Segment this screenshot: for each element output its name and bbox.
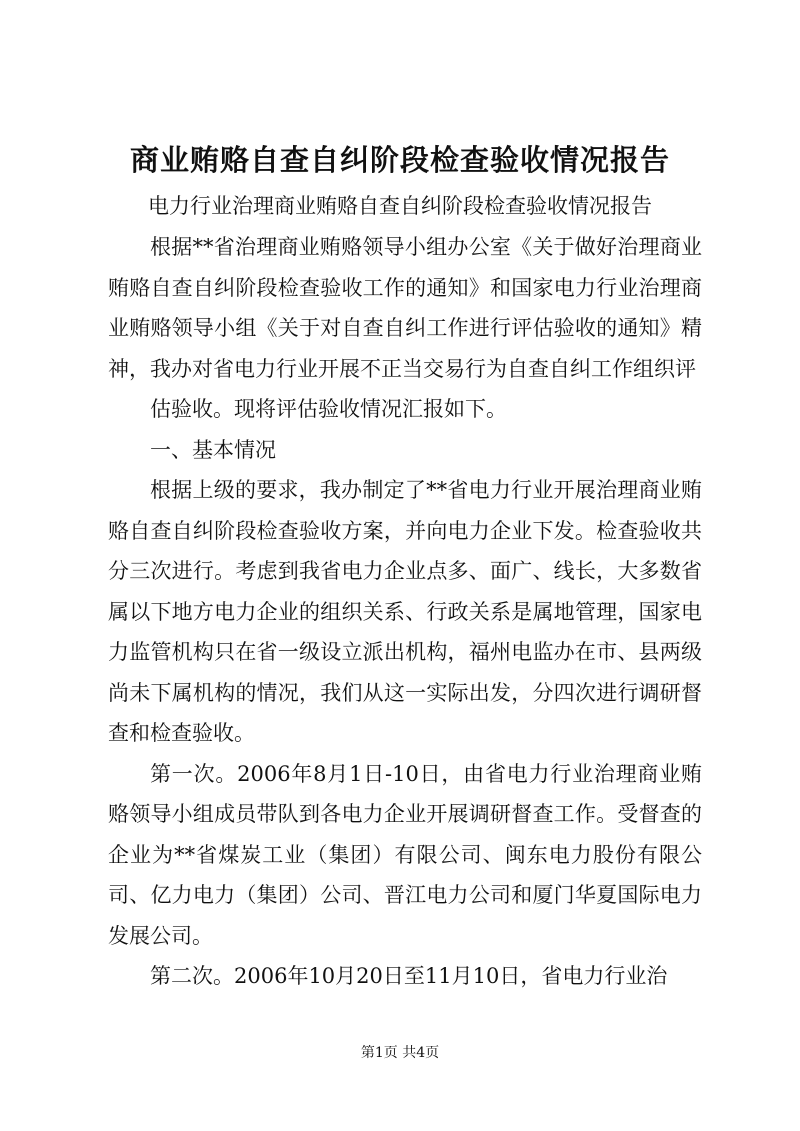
page-number-footer: 第1页 共4页 [360, 1045, 440, 1061]
paragraph: 第二次。2006年10月20日至11月10日，省电力行业治 [150, 964, 668, 988]
paragraph: 根据上级的要求，我办制定了**省电力行业开展治理商业贿赂自查自纠阶段检查验收方案，并向电力企业下发。检查验收共分三次进行。考虑到我省电力企业点多、面广、线长，大多数省属以下地方电力企业的组织关系、行政关系是属地管理，国家电力监管机构只在省一级设立派出机构，福州电监办在市、县两级尚未下属机构的情况，我们从这一实际出发，分四次进行调研督查和检查验收。 [108, 478, 702, 745]
paragraph: 根据**省治理商业贿赂领导小组办公室《关于做好治理商业贿赂自查自纠阶段检查验收工作的通知》和国家电力行业治理商业贿赂领导小组《关于对自查自纠工作进行评估验收的通知》精神，我办对省电力行业开展不正当交易行为自查自纠工作组织评 [108, 235, 702, 381]
document-body [108, 227, 702, 997]
paragraph: 估验收。现将评估验收情况汇报如下。 [150, 397, 507, 421]
section-heading: 一、基本情况 [150, 437, 276, 462]
paragraph: 第一次。2006年8月1日-10日，由省电力行业治理商业贿赂领导小组成员带队到各电力企业开展调研督查工作。受督查的企业为**省煤炭工业（集团）有限公司、闽东电力股份有限公司、亿力电力（集团）公司、晋江电力公司和厦门华夏国际电力发展公司。 [108, 761, 702, 948]
document-subtitle: 电力行业治理商业贿赂自查自纠阶段检查验收情况报告 [148, 194, 652, 218]
document-title: 商业贿赂自查自纠阶段检查验收情况报告 [129, 143, 670, 177]
